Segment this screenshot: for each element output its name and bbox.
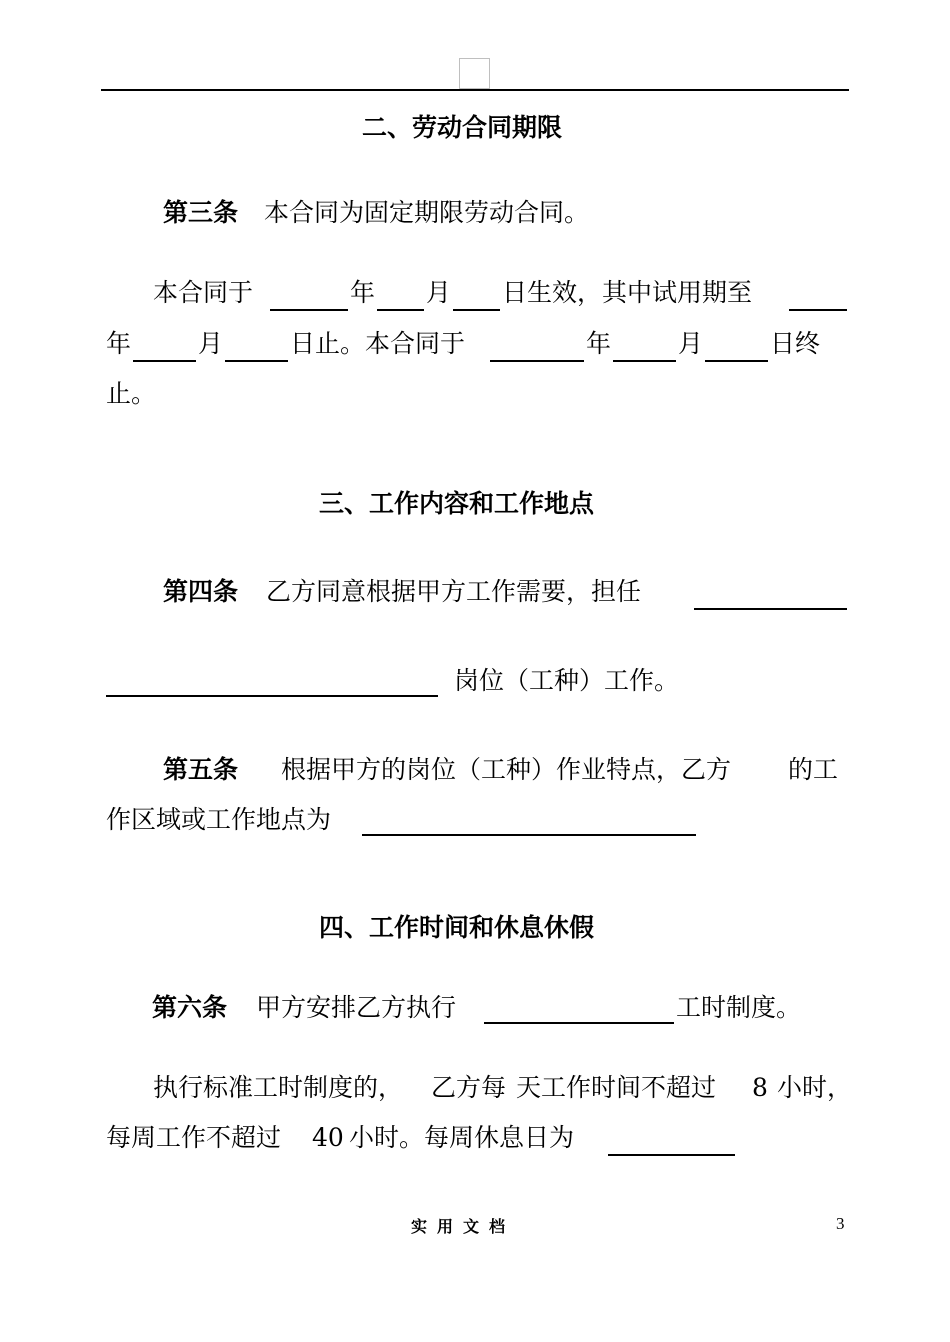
blank-term-day (705, 360, 768, 362)
article-6-tail: 工时制度。 (676, 993, 802, 1022)
blank-work-location (362, 834, 696, 836)
blank-rest-day (608, 1154, 735, 1156)
term-end-tail: 止。 (106, 379, 157, 408)
blank-trial-month (133, 360, 196, 362)
blank-effective-year (270, 309, 348, 311)
article-5-label: 第五条 (163, 755, 239, 784)
footer-label: 实用文档 (411, 1217, 516, 1236)
term-month-label: 月 (678, 329, 704, 358)
weekly-hours-text-a: 每周工作不超过 (106, 1123, 282, 1152)
standard-hours-text-a: 执行标准工时制度的， (153, 1073, 404, 1102)
effective-text-start: 本合同于 (153, 278, 254, 307)
article-6-text: 甲方安排乙方执行 (256, 993, 457, 1022)
header-rule (101, 89, 849, 91)
blank-work-hours-system (484, 1022, 674, 1024)
weekly-hours-text-b: 小时。每周休息日为 (349, 1123, 575, 1152)
section-heading-2: 二、劳动合同期限 (362, 113, 563, 142)
blank-effective-day (453, 309, 500, 311)
term-end-text: 日终 (770, 329, 821, 358)
weekly-hours-value: 40 (312, 1123, 344, 1152)
blank-term-month (613, 360, 676, 362)
article-5-text-end: 的工 (788, 755, 839, 784)
blank-trial-day (225, 360, 288, 362)
blank-effective-month (377, 309, 424, 311)
article-3-label: 第三条 (163, 198, 239, 227)
header-box (459, 58, 490, 89)
article-3-text: 本合同为固定期限劳动合同。 (264, 198, 590, 227)
blank-trial-year-end (789, 309, 847, 311)
trial-year-label: 年 (106, 329, 132, 358)
article-6-label: 第六条 (152, 993, 228, 1022)
standard-hours-text-c: 天工作时间不超过 (516, 1073, 717, 1102)
standard-hours-text-b: 乙方每 (431, 1073, 507, 1102)
section-heading-3: 三、工作内容和工作地点 (319, 489, 595, 518)
page-number: 3 (836, 1214, 845, 1233)
blank-position-1 (694, 608, 847, 610)
trial-month-label: 月 (198, 329, 224, 358)
blank-term-year (490, 360, 584, 362)
article-4-label: 第四条 (163, 577, 239, 606)
blank-position-2 (106, 695, 438, 697)
effective-year-label: 年 (350, 278, 376, 307)
article-4-text: 乙方同意根据甲方工作需要，担任 (266, 577, 642, 606)
effective-text-mid: 日生效，其中试用期至 (502, 278, 753, 307)
standard-hours-text-d: 小时， (777, 1073, 853, 1102)
trial-end-text: 日止。本合同于 (290, 329, 466, 358)
daily-hours-value: 8 (752, 1073, 768, 1102)
effective-month-label: 月 (426, 278, 452, 307)
article-5-line2: 作区域或工作地点为 (106, 805, 332, 834)
article-4-tail: 岗位（工种）工作。 (454, 666, 680, 695)
section-heading-4: 四、工作时间和休息休假 (319, 913, 595, 942)
article-5-text: 根据甲方的岗位（工种）作业特点，乙方 (281, 755, 732, 784)
term-year-label: 年 (586, 329, 612, 358)
